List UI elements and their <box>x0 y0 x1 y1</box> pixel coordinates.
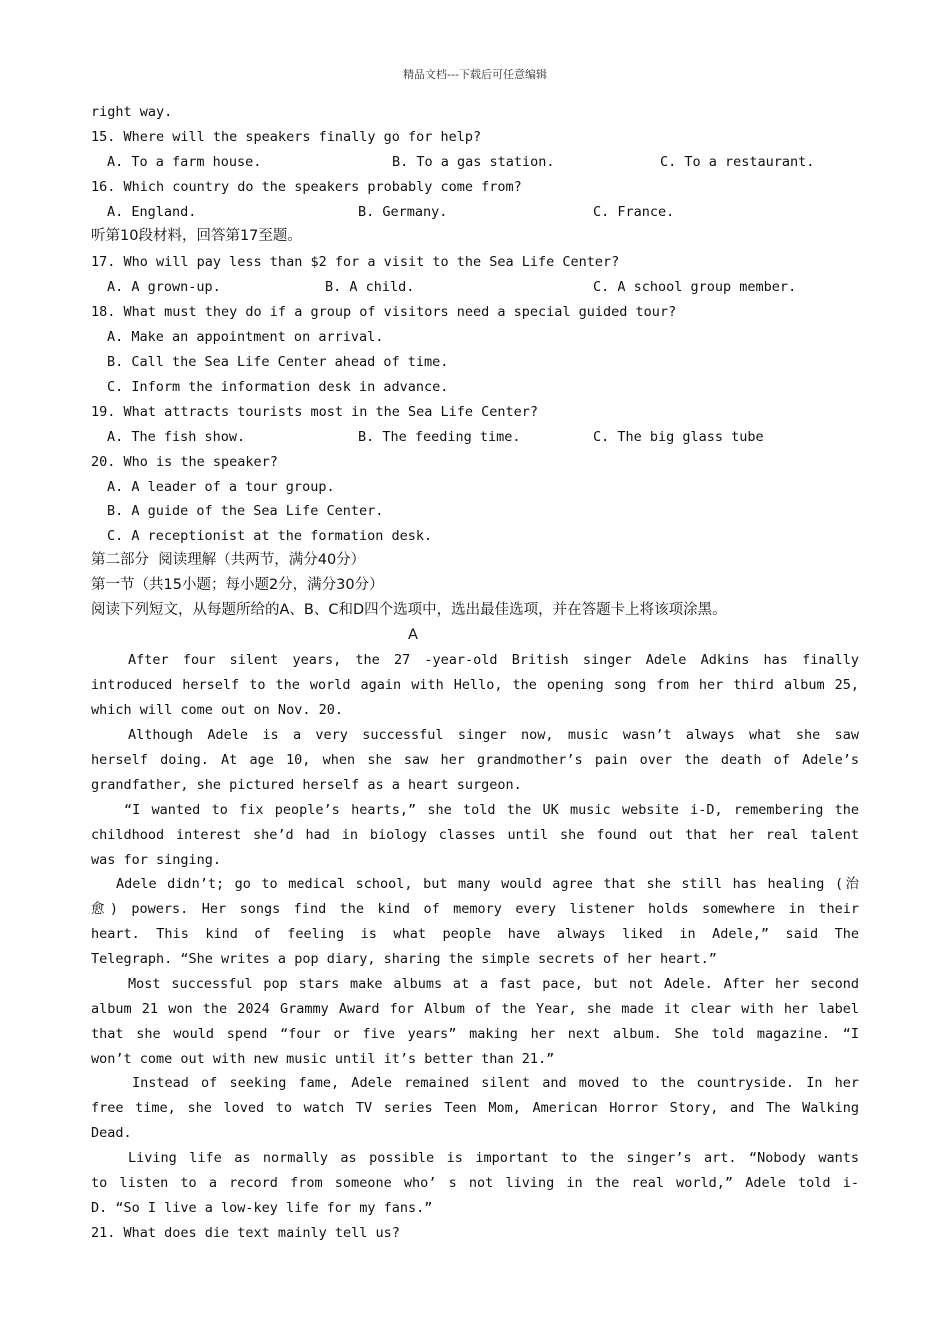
option-20c: C. A receptionist at the formation desk. <box>107 528 433 544</box>
option-18a: A. Make an appointment on arrival. <box>107 329 384 345</box>
paragraph-line: heart. This kind of feeling is what people have always liked in Adele,” said The <box>91 926 859 942</box>
paragraph-line: herself doing. At age 10, when she saw her grandmother’s pain over the death of Adele’s <box>91 752 859 768</box>
paragraph-line: free time, she loved to watch TV series Teen Mom, American Horror Story, and The Walking <box>91 1100 859 1116</box>
question-16: 16. Which country do the speakers probably come from? <box>91 179 522 195</box>
option-17a: A. A grown-up. <box>107 279 221 295</box>
paragraph-line: Living life as normally as possible is important to the singer’s art. “Nobody wants <box>128 1150 859 1166</box>
paragraph-line: D. “So I live a low-key life for my fans.” <box>91 1200 433 1216</box>
paragraph-line: which will come out on Nov. 20. <box>91 702 343 718</box>
section-10-heading: 听第10段材料，回答第17至题。 <box>91 228 302 244</box>
paragraph-line: was for singing. <box>91 852 222 868</box>
option-19c: C. The big glass tube <box>593 429 764 445</box>
option-15a: A. To a farm house. <box>107 154 262 170</box>
paragraph-line: 愈) powers. Her songs find the kind of memory every listener holds somewhere in their <box>91 901 859 917</box>
paragraph-line: to listen to a record from someone who’ s not living in the real world,” Adele told i- <box>91 1175 859 1191</box>
instructions: 阅读下列短文，从每题所给的A、B、C和D四个选项中，选出最佳选项，并在答题卡上将该项涂黑。 <box>91 602 727 618</box>
question-17: 17. Who will pay less than $2 for a visit to the Sea Life Center? <box>91 254 620 270</box>
question-20: 20. Who is the speaker? <box>91 454 278 470</box>
option-18c: C. Inform the information desk in advance. <box>107 379 449 395</box>
paragraph-line: Dead. <box>91 1125 132 1141</box>
paragraph-line: Most successful pop stars make albums at a fast pace, but not Adele. After her second <box>128 976 859 992</box>
paragraph-line: Telegraph. “She writes a pop diary, sharing the simple secrets of her heart.” <box>91 951 717 967</box>
option-17c: C. A school group member. <box>593 279 797 295</box>
option-15b: B. To a gas station. <box>392 154 555 170</box>
option-16c: C. France. <box>593 204 675 220</box>
option-17b: B. A child. <box>325 279 415 295</box>
option-18b: B. Call the Sea Life Center ahead of time. <box>107 354 449 370</box>
question-21: 21. What does die text mainly tell us? <box>91 1225 400 1241</box>
page-header: 精品文档---下载后可任意编辑 <box>403 68 547 81</box>
paragraph-line: grandfather, she pictured herself as a heart surgeon. <box>91 777 522 793</box>
question-19: 19. What attracts tourists most in the Sea Life Center? <box>91 404 539 420</box>
part-2-heading: 第二部分 阅读理解（共两节，满分40分） <box>91 552 366 568</box>
paragraph-line: album 21 won the 2024 Grammy Award for Album of the Year, she made it clear with her label <box>91 1001 859 1017</box>
paragraph-line: “I wanted to fix people’s hearts,” she told the UK music website i-D, remembering the <box>124 802 859 818</box>
question-15: 15. Where will the speakers finally go for help? <box>91 129 482 145</box>
paragraph-line: Adele didn’t; go to medical school, but many would agree that she still has healing (治 <box>116 876 859 892</box>
paragraph-line: Although Adele is a very successful singer now, music wasn’t always what she saw <box>128 727 859 743</box>
paragraph-line: introduced herself to the world again with Hello, the opening song from her third album 25, <box>91 677 859 693</box>
text-line: right way. <box>91 104 173 120</box>
question-18: 18. What must they do if a group of visitors need a special guided tour? <box>91 304 677 320</box>
option-20b: B. A guide of the Sea Life Center. <box>107 503 384 519</box>
passage-title: A <box>408 627 418 643</box>
paragraph-line: that she would spend “four or five years” making her next album. She told magazine. “I <box>91 1026 859 1042</box>
option-16b: B. Germany. <box>358 204 448 220</box>
paragraph-line: After four silent years, the 27 -year-old British singer Adele Adkins has finally <box>128 652 859 668</box>
option-19a: A. The fish show. <box>107 429 246 445</box>
paragraph-line: childhood interest she’d had in biology classes until she found out that her real talent <box>91 827 859 843</box>
paragraph-line: Instead of seeking fame, Adele remained silent and moved to the countryside. In her <box>132 1075 859 1091</box>
option-20a: A. A leader of a tour group. <box>107 479 335 495</box>
paragraph-line: won’t come out with new music until it’s better than 21.” <box>91 1051 555 1067</box>
section-1-heading: 第一节（共15小题；每小题2分，满分30分） <box>91 577 384 593</box>
option-16a: A. England. <box>107 204 197 220</box>
option-15c: C. To a restaurant. <box>660 154 815 170</box>
option-19b: B. The feeding time. <box>358 429 521 445</box>
